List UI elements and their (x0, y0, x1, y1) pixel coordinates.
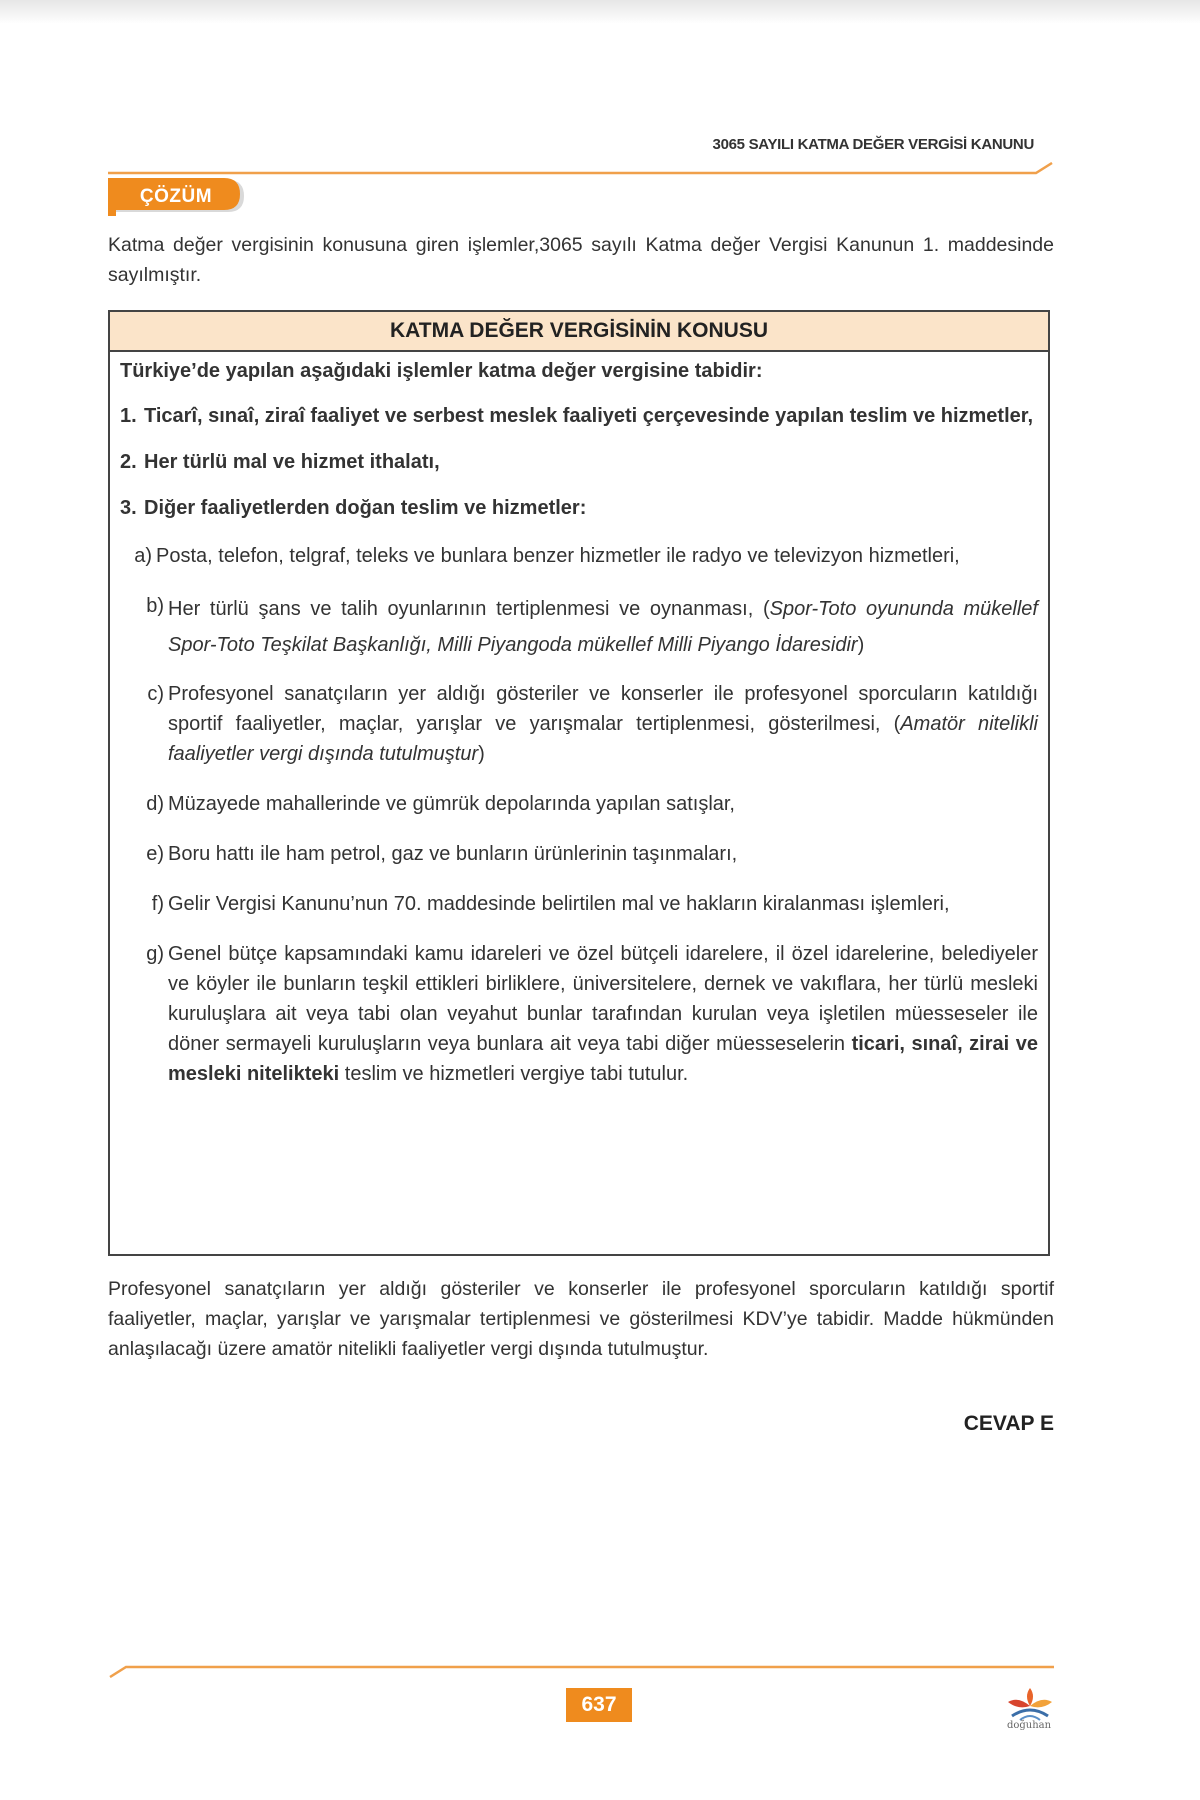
law-article-box (108, 310, 1050, 1256)
sub-item-text: Müzayede mahallerinde ve gümrük depolarında yapılan satışlar, (168, 793, 735, 815)
numbered-item (120, 449, 1038, 475)
item-number: 1. (120, 405, 137, 427)
sub-item-d (136, 789, 1038, 819)
sub-item-text (168, 679, 1038, 769)
sub-item-g (136, 939, 1038, 1089)
sub-item-letter: e) (146, 843, 164, 865)
sub-item-c (136, 679, 1038, 769)
sub-item-letter: f) (151, 893, 164, 915)
sub-item-text-end: ) (857, 634, 865, 656)
box-content (110, 352, 1048, 1089)
sub-item-b (136, 591, 1038, 663)
sub-item-text (168, 591, 1038, 663)
item-text: Ticarî, sınaî, ziraî faaliyet ve serbest meslek faaliyeti çerçevesinde yapılan teslim ve hizmetler, (144, 405, 1034, 427)
sub-item-text-end: ) (478, 743, 485, 765)
header-rule (108, 162, 1054, 176)
sub-item-text-italic: Spor-Toto oyununda mükellef Spor-Toto Teşkilat Başkanlığı, Milli Piyangoda mükellef Milli Piyango İdaresidir (168, 598, 1038, 656)
item-number: 3. (120, 497, 137, 519)
item-number: 2. (120, 451, 137, 473)
sub-item-text-plain: Profesyonel sanatçıların yer aldığı gösteriler ve konserler ile profesyonel sporcuların katıldığı sportif faaliyetler, maçlar, yarışlar ve yarışmalar tertiplenmesi, gösterilmesi, ( (168, 683, 1038, 735)
sub-item-text-italic: Amatör nitelikli faaliyetler vergi dışında tutulmuştur (168, 713, 1038, 765)
page-number-badge: 637 (566, 1688, 632, 1722)
item-text: Diğer faaliyetlerden doğan teslim ve hizmetler: (144, 497, 587, 519)
item-text: Her türlü mal ve hizmet ithalatı, (144, 451, 440, 473)
sub-item-text (168, 939, 1038, 1089)
publisher-logo-text: doğuhan (1006, 1720, 1052, 1731)
summary-paragraph: Profesyonel sanatçıların yer aldığı gösteriler ve konserler ile profesyonel sporcuların katıldığı sportif faaliyetler, maçlar, yarışlar ve yarışmalar tertiplenmesi ve gösterilmesi KDV’ye tabidir. Madde hükmünden anlaşılacağı üzere amatör nitelikli faaliyetler vergi dışında tutulmuştur. (108, 1278, 1054, 1360)
sub-item-text-plain: Her türlü şans ve talih oyunlarının tertiplenmesi ve oynanması, ( (168, 598, 770, 620)
sub-item-letter: d) (146, 793, 164, 815)
sub-item-letter: g) (146, 943, 164, 965)
running-header-title: 3065 SAYILI KATMA DEĞER VERGİSİ KANUNU (712, 136, 1034, 153)
answer-label: CEVAP E (963, 1412, 1054, 1435)
sub-item-text-bold: ticari, sınaî, zirai ve mesleki nitelikteki (168, 1033, 1038, 1085)
numbered-item (120, 495, 1038, 521)
footer-rule (108, 1664, 1054, 1678)
box-title: KATMA DEĞER VERGİSİNİN KONUSU (110, 312, 1048, 352)
intro-paragraph: Katma değer vergisinin konusuna giren işlemler,3065 sayılı Katma değer Vergisi Kanunun 1. maddesinde sayılmıştır. (108, 234, 1054, 286)
numbered-item (120, 403, 1038, 429)
sub-item-text-end: teslim ve hizmetleri vergiye tabi tutulur. (339, 1063, 689, 1085)
sub-item-text-plain: Genel bütçe kapsamındaki kamu idareleri ve özel bütçeli idarelere, il özel idarelerine, belediyeler ve köyler ile bunların teşkil ettikleri birliklere, üniversitelere, dernek ve vakıflara, her türlü mesleki kuruluşlara ait veya tabi olan veyahut bunlar tarafından kurulan veya işletilen müesseseler ile döner sermayeli kuruluşların veya bunlara ait veya tabi diğer müesseselerin (168, 943, 1038, 1055)
sub-item-letter: a) (134, 545, 152, 567)
sub-item-text: Posta, telefon, telgraf, teleks ve bunlara benzer hizmetler ile radyo ve televizyon hizmetleri, (156, 545, 960, 567)
page-top-shadow (0, 0, 1200, 24)
sub-item-a (124, 541, 1038, 571)
sub-item-e (136, 839, 1038, 869)
sub-item-f (136, 889, 1038, 919)
solution-badge-label: ÇÖZÜM (139, 186, 213, 207)
sub-item-text: Boru hattı ile ham petrol, gaz ve bunların ürünlerinin taşınmaları, (168, 843, 738, 865)
sub-item-letter: c) (147, 683, 164, 705)
box-lead-sentence: Türkiye’de yapılan aşağıdaki işlemler katma değer vergisine tabidir: (120, 360, 763, 382)
sub-item-text: Gelir Vergisi Kanunu’nun 70. maddesinde belirtilen mal ve hakların kiralanması işlemleri, (168, 893, 950, 915)
sub-item-letter: b) (146, 595, 164, 617)
